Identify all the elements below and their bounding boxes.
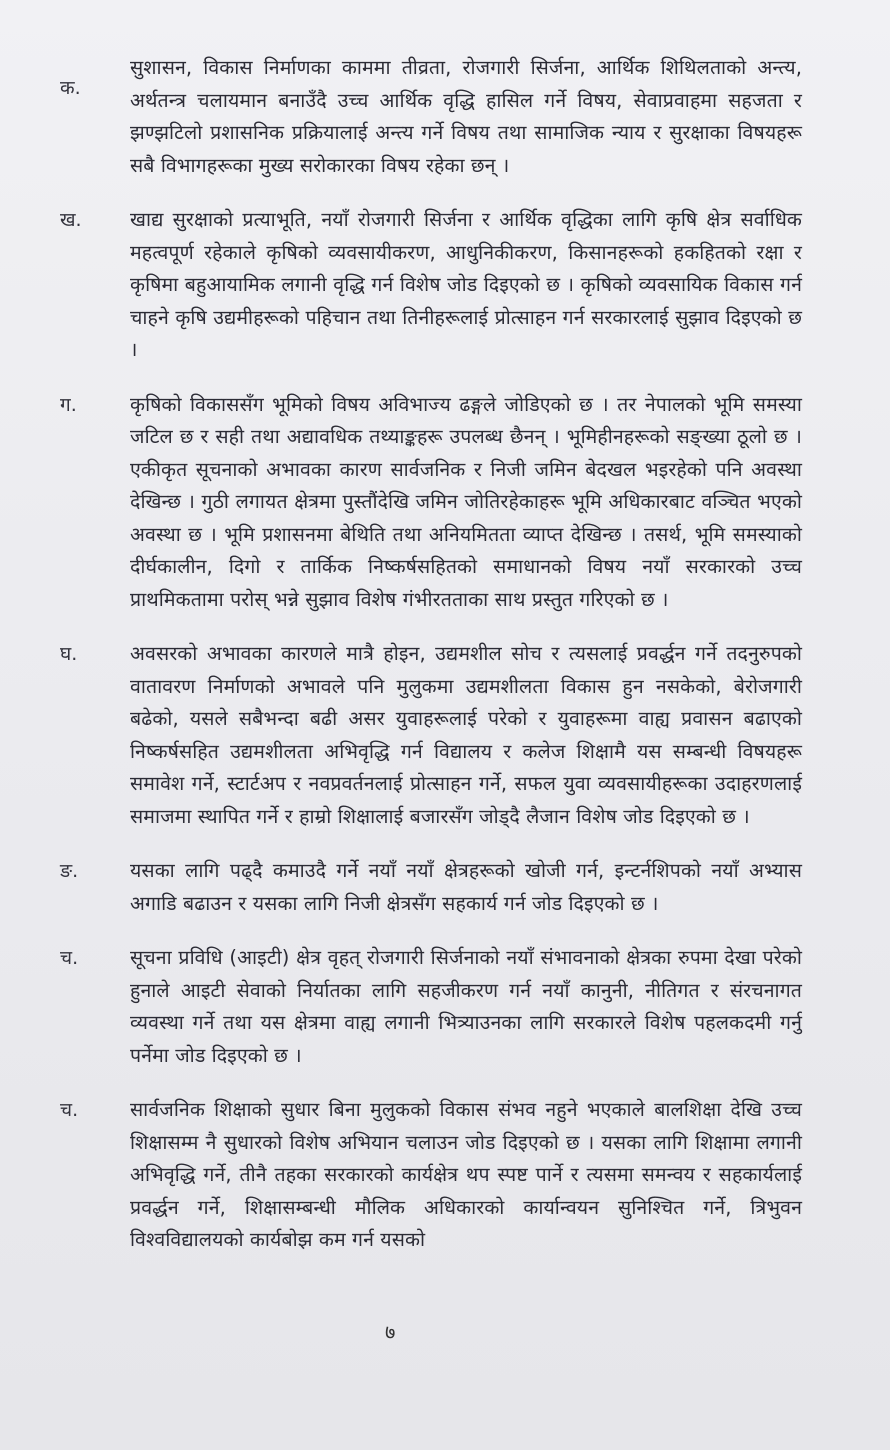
item-text: खाद्य सुरक्षाको प्रत्याभूति, नयाँ रोजगारी सिर्जना र आर्थिक वृद्धिका लागि कृषि क्षेत्र सर्वाधिक महत्वपूर्ण रहेकाले कृषिको व्यवसायीकरण, आधुनिकीकरण, किसानहरूको हकहितको रक्षा र कृषिमा बहुआयामिक लगानी वृद्धि गर्न विशेष जोड दिइएको छ । कृषिको व्यवसायिक विकास गर्न चाहने कृषि उद्यमीहरूको पहिचान तथा तिनीहरूलाई प्रोत्साहन गर्न सरकारलाई सुझाव दिइएको छ । — [130, 208, 802, 361]
item-text: कृषिको विकाससँग भूमिको विषय अविभाज्य ढङ्गले जोडिएको छ । तर नेपालको भूमि समस्या जटिल छ र सही तथा अद्यावधिक तथ्याङ्कहरू उपलब्ध छैनन् । भूमिहीनहरूको सङ्ख्या ठूलो छ । एकीकृत सूचनाको अभावका कारण सार्वजनिक र निजी जमिन बेदखल भइरहेको पनि अवस्था देखिन्छ । गुठी लगायत क्षेत्रमा पुस्तौंदेखि जमिन जोतिरहेकाहरू भूमि अधिकारबाट वञ्चित भएको अवस्था छ । भूमि प्रशासनमा बेथिति तथा अनियमितता व्याप्त देखिन्छ । तसर्थ, भूमि समस्याको दीर्घकालीन, दिगो र तार्किक निष्कर्षसहितको समाधानको विषय नयाँ सरकारको उच्च प्राथमिकतामा परोस् भन्ने सुझाव विशेष गंभीरतताका साथ प्रस्तुत गरिएको छ । — [130, 392, 802, 611]
page-number: ७ — [385, 1320, 396, 1344]
item-marker: च. — [60, 1099, 79, 1121]
item-marker: च. — [60, 947, 79, 969]
paragraph-list — [60, 52, 802, 1257]
list-item — [60, 204, 802, 367]
item-text: अवसरको अभावका कारणले मात्रै होइन, उद्यमशील सोच र त्यसलाई प्रवर्द्धन गर्ने तदनुरुपको वातावरण निर्माणको अभावले पनि मुलुकमा उद्यमशीलता विकास हुन नसकेको, बेरोजगारी बढेको, यसले सबैभन्दा बढी असर युवाहरूलाई परेको र युवाहरूमा वाह्य प्रवासन बढाएको निष्कर्षसहित उद्यमशीलता अभिवृद्धि गर्न विद्यालय र कलेज शिक्षामै यस सम्बन्धी विषयहरू समावेश गर्ने, स्टार्टअप र नवप्रवर्तनलाई प्रोत्साहन गर्ने, सफल युवा व्यवसायीहरूका उदाहरणलाई समाजमा स्थापित गर्ने र हाम्रो शिक्षालाई बजारसँग जोड्दै लैजान विशेष जोड दिइएको छ । — [130, 642, 802, 828]
list-item — [60, 638, 802, 833]
list-item — [60, 855, 802, 920]
list-item — [60, 942, 802, 1072]
item-marker: क. — [60, 77, 81, 99]
item-marker: ख. — [60, 209, 82, 231]
list-item — [60, 1094, 802, 1257]
item-marker: ग. — [60, 393, 77, 416]
item-marker: घ. — [60, 643, 78, 665]
item-marker: ङ. — [60, 860, 79, 882]
list-item — [60, 389, 802, 617]
item-text: सुशासन, विकास निर्माणका काममा तीव्रता, रोजगारी सिर्जना, आर्थिक शिथिलताको अन्त्य, अर्थतन्त्र चलायमान बनाउँदै उच्च आर्थिक वृद्धि हासिल गर्ने विषय, सेवाप्रवाहमा सहजता र झण्झटिलो प्रशासनिक प्रक्रियालाई अन्त्य गर्ने विषय तथा सामाजिक न्याय र सुरक्षाका विषयहरू सबै विभागहरूका मुख्य सरोकारका विषय रहेका छन् । — [130, 56, 802, 177]
list-item — [60, 52, 802, 182]
item-text: सार्वजनिक शिक्षाको सुधार बिना मुलुकको विकास संभव नहुने भएकाले बालशिक्षा देखि उच्च शिक्षासम्म नै सुधारको विशेष अभियान चलाउन जोड दिइएको छ । यसका लागि शिक्षामा लगानी अभिवृद्धि गर्ने, तीनै तहका सरकारको कार्यक्षेत्र थप स्पष्ट पार्ने र त्यसमा समन्वय र सहकार्यलाई प्रवर्द्धन गर्ने, शिक्षासम्बन्धी मौलिक अधिकारको कार्यान्वयन सुनिश्चित गर्ने, त्रिभुवन विश्वविद्यालयको कार्यबोझ कम गर्न यसको — [130, 1098, 802, 1251]
item-text: सूचना प्रविधि (आइटी) क्षेत्र वृहत् रोजगारी सिर्जनाको नयाँ संभावनाको क्षेत्रका रुपमा देखा परेको हुनाले आइटी सेवाको निर्यातका लागि सहजीकरण गर्न नयाँ कानुनी, नीतिगत र संरचनागत व्यवस्था गर्ने तथा यस क्षेत्रमा वाह्य लगानी भित्र्याउनका लागि सरकारले विशेष पहलकदमी गर्नु पर्नेमा जोड दिइएको छ । — [130, 946, 802, 1067]
item-text: यसका लागि पढ्दै कमाउदै गर्ने नयाँ नयाँ क्षेत्रहरूको खोजी गर्न, इन्टर्नशिपको नयाँ अभ्यास अगाडि बढाउन र यसका लागि निजी क्षेत्रसँग सहकार्य गर्न जोड दिइएको छ । — [130, 859, 802, 915]
